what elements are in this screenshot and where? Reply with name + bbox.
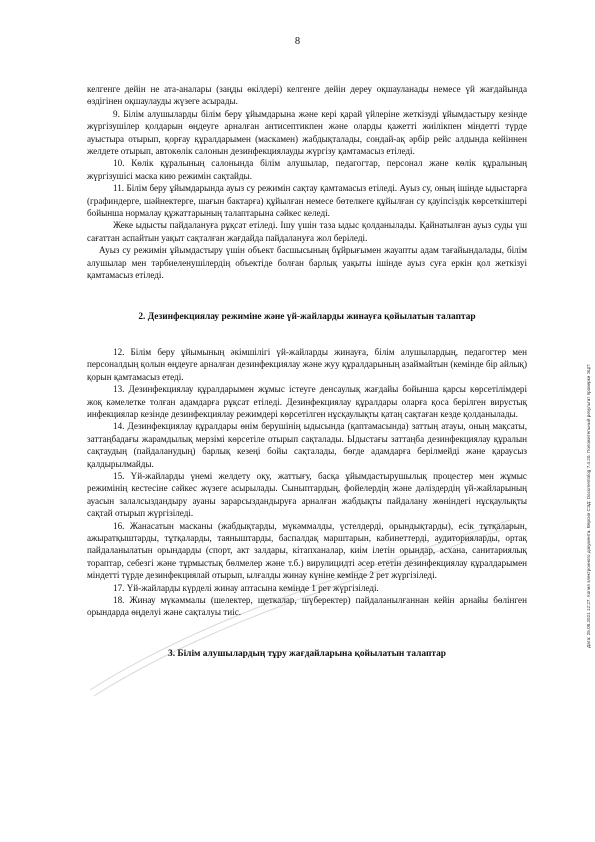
paragraph: келгенге дейін не ата-аналары (заңды өкілдері) келгенге дейін дереу оқшауланады немесе үй жағдайында өздігінен оқшаулауды жүзеге асырады. bbox=[87, 84, 527, 107]
paragraph: 16. Жанасатын масканы (жабдықтарды, мүкәммалды, үстелдерді, орындықтарды), есік тұтқаларын, ажыратқыштарды, тұтқаларды, таяныштарды, баспалдақ марштарын, кабинеттерді, аудиторияларды, ортақ пайдаланылатын орындарды (спорт, акт залдары, кітапханалар, киім ілетін орындар, асхана, санитариялық тораптар, себезгі және тұрмыстық бөлмелер және т.б.) вирулицидті әсер ететін дезинфекциялау құралдарымен міндетті түрде дезинфекциялай отырып, ылғалды жинау күніне кемінде 2 рет жүргізіледі. bbox=[87, 520, 527, 581]
electronic-copy-note: Дата: 25.08.2021 12:27. Копия электронного документа. Версия СЭД: Documentolog 7.4.20. Положительный результат проверки ЭЦП bbox=[586, 364, 591, 648]
paragraph: Жеке ыдысты пайдалануға рұқсат етіледі. Ішу үшін таза ыдыс қолданылады. Қайнатылған ауыз суды үш сағаттан аспайтын уақыт сақталған жағдайда пайдалануға жол беріледі. bbox=[87, 220, 527, 243]
paragraph: Ауыз су режимін ұйымдастыру үшін объект басшысының бұйрығымен жауапты адам тағайындалады, білім алушылар мен тәрбиеленушілердің объектіде болған барлық уақыты ішінде ауыз суға еркін қол жеткізуі қамтамасыз етіледі. bbox=[87, 245, 527, 281]
paragraph: 18. Жинау мүкәммалы (шелектер, щеткалар, шүберектер) пайдаланылғаннан кейін арнайы бөлінген орындарда өңделуі және сақталуы тиіс. bbox=[87, 595, 527, 618]
section-heading: 3. Білім алушылардың тұру жағдайларына қойылатын талаптар bbox=[168, 648, 446, 659]
paragraph: 9. Білім алушыларды білім беру ұйымдарына және кері қарай үйлеріне жеткізуді ұйымдастыру кезінде жүргізушілер қолдарын өңдеуге арналған антисептикпен және оларды қажетті жиілікпен міндетті түрде ауыстыра отырып, қорғау құралдарымен (маскамен) жабдықталады, сондай-ақ әрбір рейс алдында кейіннен желдете отырып, автокөлік салонын дезинфекциялауды жүргізу қамтамасыз етіледі. bbox=[87, 108, 527, 157]
paragraph: 15. Үй-жайларды үнемі желдету оқу, жаттығу, басқа ұйымдастырушылық процестер мен жұмыс режимінің кестесіне сәйкес жүзеге асырылады. Сыныптардың, фойелердің және дәліздердің үй-жайларының ауасын залалсыздандыру ауаны зарарсыздандыруға арналған жабдықты пайдалану жөніндегі нұсқаулықты сақтай отырып жүргізіледі. bbox=[87, 470, 527, 519]
paragraph: 13. Дезинфекциялау құралдарымен жұмыс істеуге денсаулық жағдайы бойынша қарсы көрсетілімдері жоқ кәмелетке толған адамдарға рұқсат етіледі. Дезинфекциялау құралдары оларға қоса берілген вирустық инфекциялар кезінде дезинфекциялау режимдері көрсетілген нұсқаулықты қатаң сақтаған кезде қолданылады. bbox=[87, 384, 527, 419]
document-body bbox=[87, 83, 527, 660]
paragraph: 11. Білім беру ұйымдарында ауыз су режимін сақтау қамтамасыз етіледі. Ауыз су, оның ішінде ыдыстарға (графиндерге, шәйнектерге, шағын бактарға) құйылған немесе бөтелкеге құйылған су қауіпсіздік көрсеткіштері бойынша нормалау құжаттарының талаптарына сәйкес келеді. bbox=[87, 183, 527, 219]
section-heading: 2. Дезинфекциялау режиміне және үй-жайларды жинауға қойылатын талаптар bbox=[138, 311, 476, 322]
paragraph: 14. Дезинфекциялау құралдары өнім берушінің ыдысында (қаптамасында) заттың атауы, оның мақсаты, заттаңбадағы жарамдылық мерзімі көрсетіле отырып сақталады. Ыдыстағы заттаңба дезинфекциялау құралын сақтаудың (пайдаланудың) барлық кезеңі бойы сақталады, бөгде адамдарға берілмейді және қараусыз қалдырылмайды. bbox=[87, 421, 527, 469]
page-number: 8 bbox=[294, 36, 301, 47]
paragraph: 17. Үй-жайларды күрделі жинау аптасына кемінде 1 рет жүргізіледі. bbox=[113, 582, 379, 593]
paragraph: 10. Көлік құралының салонында білім алушылар, педагогтар, персонал және көлік құралының жүргізушісі маска кию режимін сақтайды. bbox=[87, 158, 527, 181]
paragraph: 12. Білім беру ұйымының әкімшілігі үй-жайларды жинауға, білім алушылардың, педагогтер мен персоналдың қолын өңдеуге арналған дезинфекциялау және жуу құралдарының азаймайтын (кемінде бір айлық) қорын қамтамасыз етеді. bbox=[87, 346, 527, 382]
